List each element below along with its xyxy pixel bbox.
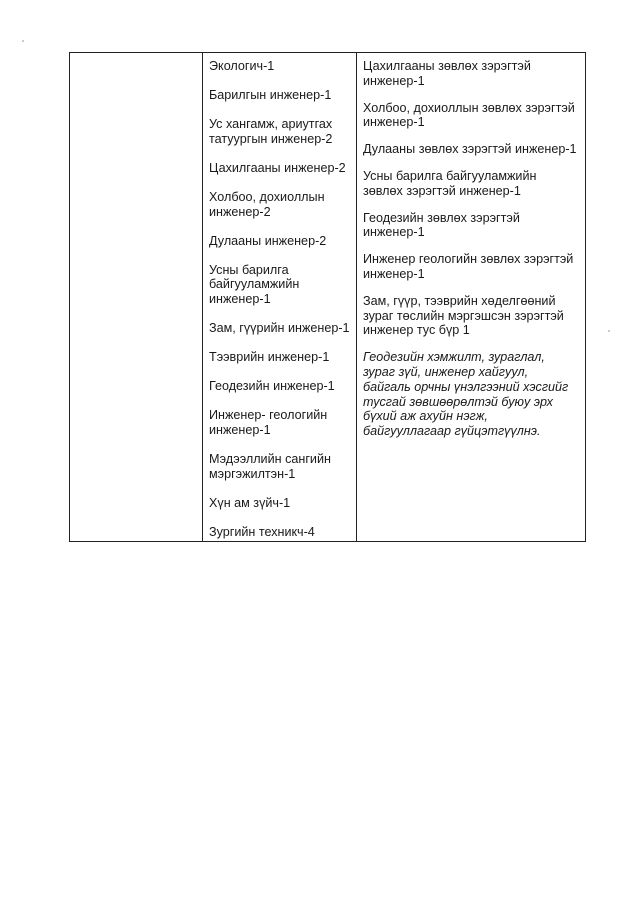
qualification-item: Зам, гүүр, тээврийн хөделгөөний зураг төслийн мэргэшсэн зэрэгтэй инженер тус бүр 1 bbox=[363, 293, 564, 338]
qualification-item: Цахилгааны зөвлөх зэрэгтэй инженер-1 bbox=[363, 59, 531, 88]
staff-item: Инженер- геологийн инженер-1 bbox=[209, 408, 328, 437]
right-column bbox=[363, 59, 583, 451]
staff-item: Цахилгааны инженер-2 bbox=[209, 160, 346, 175]
staff-table bbox=[69, 52, 586, 542]
staff-item: Дулааны инженер-2 bbox=[209, 233, 327, 248]
middle-column bbox=[209, 59, 353, 554]
staff-item: Холбоо, дохиоллын инженер-2 bbox=[209, 189, 325, 219]
staff-item: Зам, гүүрийн инженер-1 bbox=[209, 321, 350, 336]
scan-speck bbox=[22, 40, 24, 42]
staff-item: Хүн ам зүйч-1 bbox=[209, 495, 291, 510]
qualification-item: Усны барилга байгууламжийн зөвлөх зэрэгтэй инженер-1 bbox=[363, 168, 537, 198]
staff-item: Мэдээллийн сангийн мэргэжилтэн-1 bbox=[209, 451, 331, 481]
scan-speck bbox=[608, 330, 610, 332]
staff-item: Ус хангамж, ариутгах татуургын инженер-2 bbox=[209, 116, 333, 146]
staff-item: Усны барилга байгууламжийн инженер-1 bbox=[209, 262, 300, 307]
qualification-item: Инженер геологийн зөвлөх зэрэгтэй инженер-1 bbox=[363, 252, 574, 281]
qualification-item: Геодезийн зөвлөх зэрэгтэй инженер-1 bbox=[363, 210, 520, 240]
staff-item: Тээврийн инженер-1 bbox=[209, 350, 330, 365]
staff-item: Геодезийн инженер-1 bbox=[209, 379, 335, 394]
staff-item: Барилгын инженер-1 bbox=[209, 87, 332, 102]
column-divider-1 bbox=[202, 53, 203, 541]
staff-item: Зургийн техникч-4 bbox=[209, 524, 315, 539]
staff-item: Экологич-1 bbox=[209, 59, 275, 73]
qualification-item: Дулааны зөвлөх зэрэгтэй инженер-1 bbox=[363, 142, 577, 157]
italic-note: Геодезийн хэмжилт, зураглал, зураг зүй, инженер хайгуул, байгаль орчны үнэлгээний хэсгийг тусгай зөвшөөрөлтэй буюу эрх бүхий аж ахуйн нэгж, байгууллагаар гүйцэтгүүлнэ. bbox=[363, 350, 569, 439]
qualification-item: Холбоо, дохиоллын зөвлөх зэрэгтэй инженер-1 bbox=[363, 100, 575, 130]
column-divider-2 bbox=[356, 53, 357, 541]
